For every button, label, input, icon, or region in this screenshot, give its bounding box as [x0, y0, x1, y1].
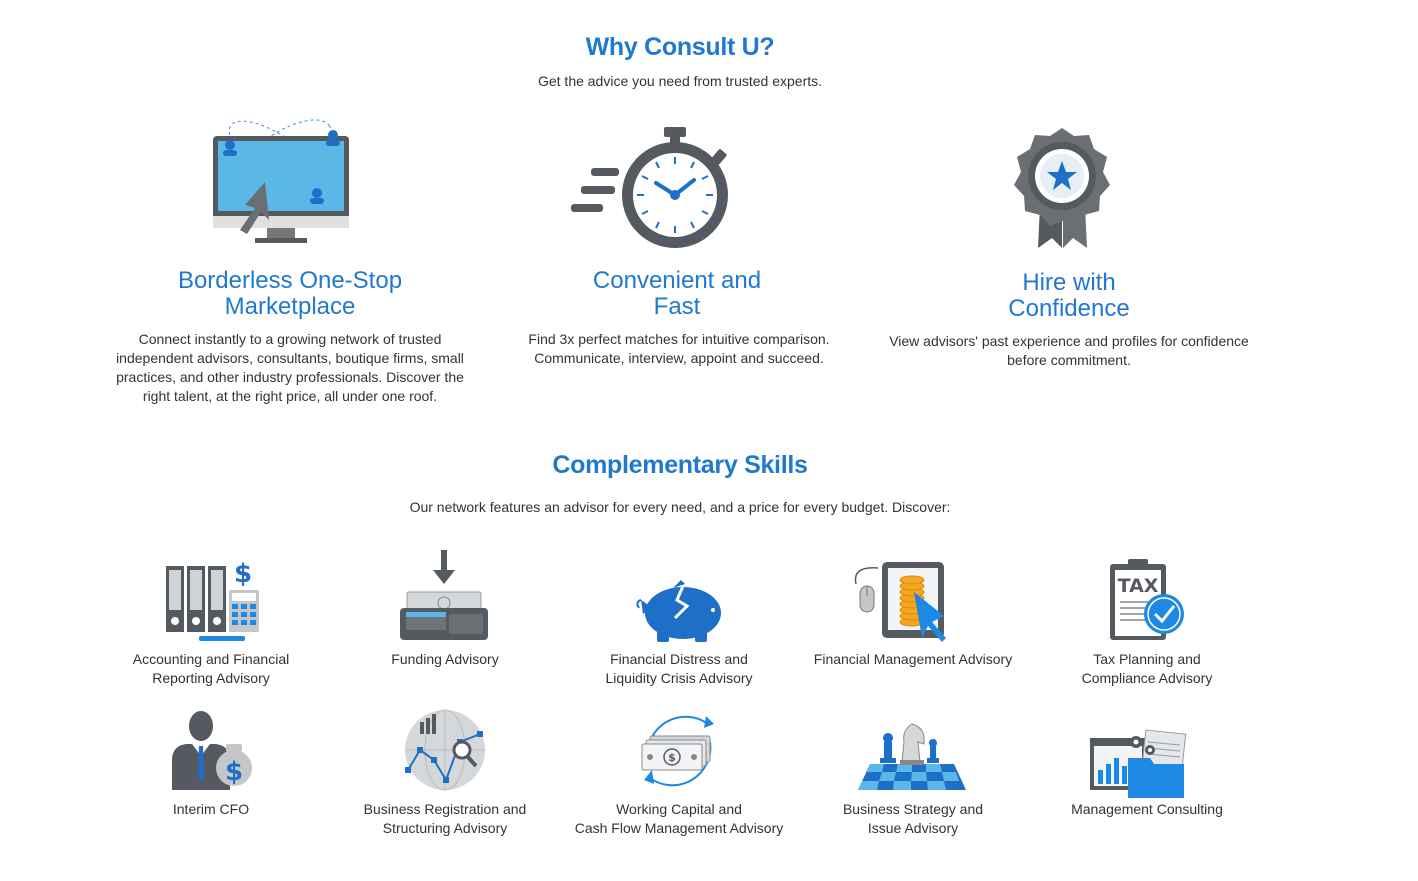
feature-title-fast: Convenient and Fast	[592, 267, 762, 320]
skill-label-financial-management[interactable]: Financial Management Advisory	[813, 651, 1013, 667]
consulting-folder-icon	[1088, 728, 1188, 798]
feature-desc-confidence: View advisors' past experience and profiles for confidence before commitment.	[889, 333, 1249, 368]
why-subtitle: Get the advice you need from trusted experts.	[537, 73, 823, 89]
svg-text:$: $	[224, 757, 244, 787]
why-title: Why Consult U?	[585, 33, 775, 61]
feature-title-marketplace: Borderless One-Stop Marketplace	[177, 267, 403, 320]
feature-desc-marketplace: Connect instantly to a growing network of trusted independent advisors, consultants, boutique firms, small practices, and other industry professionals. Discover the right talent, at the right price, all under one roof.	[116, 331, 464, 404]
skill-label-accounting[interactable]: Accounting and Financial Reporting Advisory	[132, 651, 290, 686]
wallet-icon	[397, 548, 492, 644]
svg-text:$: $	[668, 751, 676, 764]
svg-text:$: $	[233, 559, 253, 589]
award-badge-icon	[1010, 126, 1115, 251]
skill-label-funding[interactable]: Funding Advisory	[391, 651, 499, 667]
broken-piggy-bank-icon	[633, 578, 725, 646]
cash-cycle-icon	[636, 708, 722, 794]
monitor-network-icon	[205, 100, 365, 250]
skill-label-strategy[interactable]: Business Strategy and Issue Advisory	[842, 801, 984, 836]
accounting-binders-icon	[163, 556, 263, 648]
chess-board-icon	[856, 720, 968, 792]
skill-label-management-consulting[interactable]: Management Consulting	[1071, 801, 1223, 817]
svg-text:TAX: TAX	[1117, 575, 1159, 597]
tax-clipboard-icon	[1106, 556, 1188, 646]
stopwatch-icon	[566, 122, 736, 252]
skill-label-distress[interactable]: Financial Distress and Liquidity Crisis Advisory	[605, 651, 753, 686]
cfo-person-icon	[168, 706, 254, 792]
skills-subtitle: Our network features an advisor for every need, and a price for every budget. Discover:	[409, 499, 951, 515]
skill-label-registration[interactable]: Business Registration and Structuring Advisory	[363, 801, 527, 836]
analytics-globe-icon	[400, 708, 492, 792]
skills-title: Complementary Skills	[552, 451, 808, 479]
skill-label-working-capital[interactable]: Working Capital and Cash Flow Management Advisory	[574, 801, 784, 836]
tablet-coins-icon	[848, 558, 953, 650]
skill-label-tax[interactable]: Tax Planning and Compliance Advisory	[1081, 651, 1213, 686]
feature-desc-fast: Find 3x perfect matches for intuitive comparison. Communicate, interview, appoint and succeed.	[528, 331, 830, 366]
feature-title-confidence: Hire with Confidence	[1008, 269, 1130, 322]
skill-label-cfo[interactable]: Interim CFO	[172, 801, 250, 817]
